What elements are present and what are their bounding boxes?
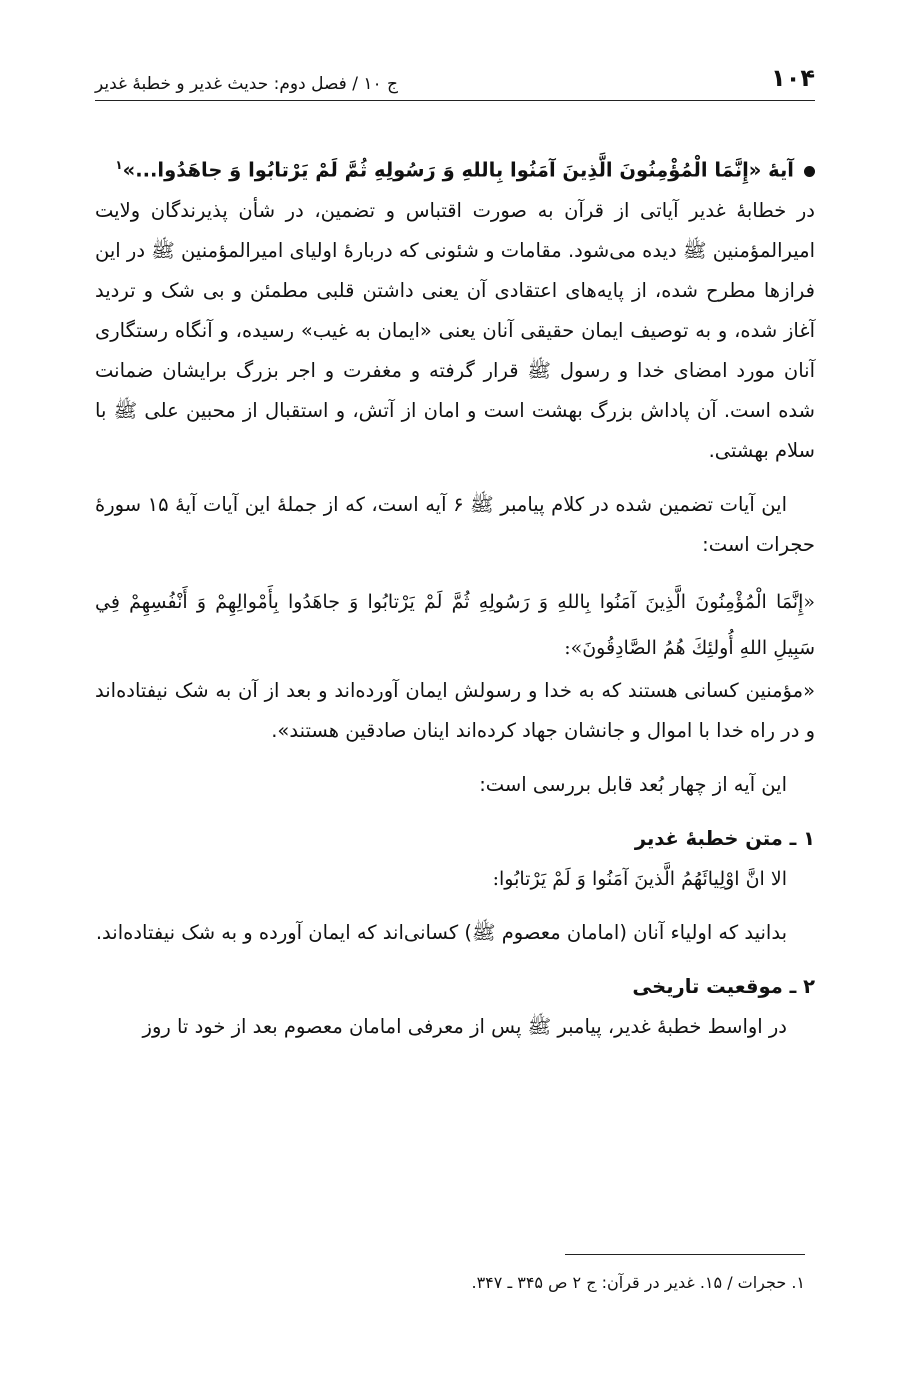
ayah-heading-prefix: آیهٔ bbox=[768, 158, 794, 182]
ayah-heading bbox=[95, 145, 815, 191]
ayah-heading-text: «إِنَّمَا الْمُؤْمِنُونَ الَّذِينَ آمَنُوا بِاللهِ وَ رَسُولِهِ ثُمَّ لَمْ يَرْتابُوا وَ جاهَدُوا...» bbox=[122, 158, 762, 182]
paragraph-intro: در خطابهٔ غدیر آیاتی از قرآن به صورت اقتباس و تضمین، در شأن پذیرندگان ولایت امیرالمؤمنین ﷺ دیده می‌شود. مقامات و شئونی که دربارهٔ اولیای امیرالمؤمنین ﷺ در این فرازها مطرح شده، از پایه‌های اعتقادی آن یعنی داشتن قلبی مطمئن و بی شک و تردید آغاز شده، و به توصیف ایمان حقیقی آنان یعنی «ایمان به غیب» رسیده، و آنگاه رستگاری آنان مورد امضای خدا و رسول ﷺ قرار گرفته و مغفرت و اجر بزرگ برایشان ضمانت شده است. آن پاداش بزرگ بهشت است و امان از آتش، و استقبال از محبین علی ﷺ با سلام بهشتی. bbox=[95, 198, 815, 462]
paragraph-verses: این آیات تضمین شده در کلام پیامبر ﷺ ۶ آیه است، که از جملهٔ این آیات آیهٔ ۱۵ سورهٔ حجرات است: bbox=[95, 492, 815, 556]
running-title: ج ۱۰ / فصل دوم: حدیث غدیر و خطبهٔ غدیر bbox=[95, 74, 399, 94]
dimensions-intro: این آیه از چهار بُعد قابل بررسی است: bbox=[479, 772, 787, 796]
bullet-icon bbox=[804, 166, 815, 177]
page-header bbox=[95, 62, 815, 101]
page-number: ۱۰۴ bbox=[771, 64, 815, 92]
quran-verse: «إِنَّمَا الْمُؤْمِنُونَ الَّذِينَ آمَنُوا بِاللهِ وَ رَسُولِهِ ثُمَّ لَمْ يَرْتابُوا وَ جاهَدُوا بِأَمْوالِهِمْ وَ أَنْفُسِهِمْ فِي سَبِيلِ اللهِ أُولئِكَ هُمُ الصَّادِقُونَ»: bbox=[95, 590, 815, 659]
verse-translation: «مؤمنین کسانی هستند که به خدا و رسولش ایمان آورده‌اند و بعد از آن به شک نیفتاده‌اند و در راه خدا با اموال و جانشان جهاد کرده‌اند اینان صادقین هستند». bbox=[95, 678, 815, 742]
sermon-quote: الا انَّ اوْلِيائَهُمُ الَّذينَ آمَنُوا وَ لَمْ يَرْتابُوا: bbox=[492, 867, 787, 890]
sermon-translation: بدانید که اولیاء آنان (امامان معصوم ﷺ) کسانی‌اند که ایمان آورده و به شک نیفتاده‌اند. bbox=[95, 920, 787, 944]
page-body bbox=[95, 145, 815, 1047]
historical-context-text: در اواسط خطبهٔ غدیر، پیامبر ﷺ پس از معرفی امامان معصوم بعد از خود تا روز bbox=[142, 1014, 787, 1038]
book-page bbox=[95, 62, 815, 1047]
footnote-ref: ۱ bbox=[115, 158, 123, 172]
section-heading-2: ۲ ـ موقعیت تاریخی bbox=[632, 974, 815, 998]
footnote-divider bbox=[565, 1254, 805, 1255]
section-heading-1: ۱ ـ متن خطبهٔ غدیر bbox=[634, 826, 815, 850]
footnote: ۱. حجرات / ۱۵. غدیر در قرآن: ج ۲ ص ۳۴۵ ـ ۳۴۷. bbox=[471, 1273, 805, 1292]
